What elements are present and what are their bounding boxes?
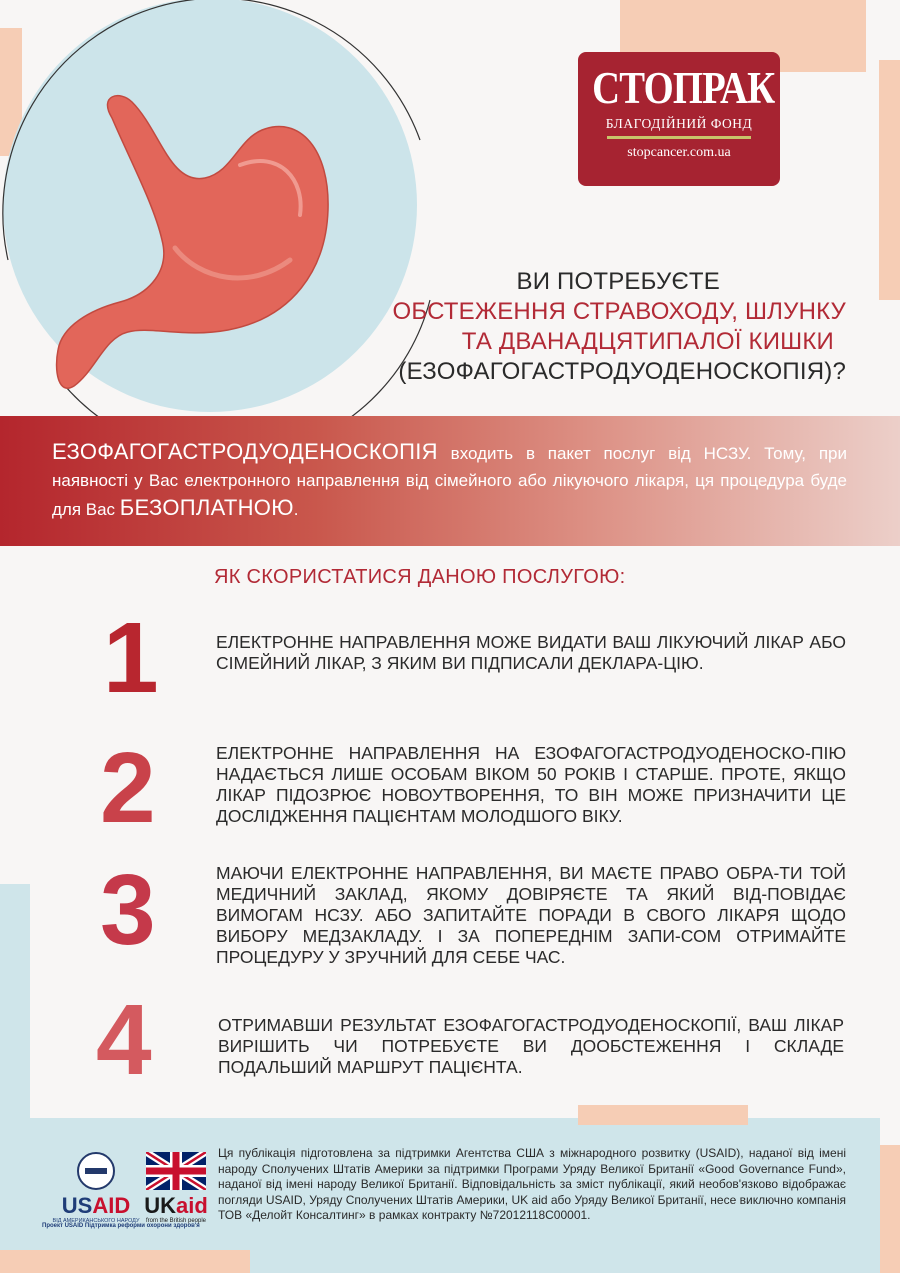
step-number-1: 1 xyxy=(103,602,159,714)
disclaimer-text: Ця публікація підготовлена за підтримки Агентства США з міжнародного розвитку (USAID), наданої від імені народу Сполучених Штатів Америки за підтримки Програми Уряду Великої Британії «Good Governance Fund», наданої від імені народу Великої Британії. Відповідальність за зміст публікації, який необов'язково відображає погляди USAID, Уряду Сполучених Штатів Америки, UK aid або Уряду Великої Британії, несе виключно компанія ТОВ «Делойт Консалтинг» в рамках контракту №72012118С00001. xyxy=(218,1146,846,1222)
uk-flag-icon xyxy=(146,1152,206,1190)
step-text-3: МАЮЧИ ЕЛЕКТРОННЕ НАПРАВЛЕННЯ, ВИ МАЄТЕ ПРАВО ОБРА-ТИ ТОЙ МЕДИЧНИЙ ЗАКЛАД, ЯКОМУ ДОВІРЯЄТЕ ТА ЯКИЙ ВІД-ПОВІДАЄ ВИМОГАМ НСЗУ. АБО ЗАПИТАЙТЕ ПОРАДИ В СВОГО ЛІКАРЯ ЩОДО ВИБОРУ МЕДЗАКЛАДУ. І ЗА ПОПЕРЕДНІМ ЗАПИ-СОМ ОТРИМАЙТЕ ПРОЦЕДУРУ У ЗРУЧНИЙ ДЛЯ СЕБЕ ЧАС. xyxy=(216,863,846,967)
usaid-wordmark: USAID xyxy=(61,1193,131,1218)
usaid-tagline: ВІД АМЕРИКАНСЬКОГО НАРОДУ xyxy=(52,1218,140,1224)
banner-term: ЕЗОФАГОГАСТРОДУОДЕНОСКОПІЯ xyxy=(52,439,438,464)
logo-subtitle: БЛАГОДІЙНИЙ ФОНД xyxy=(605,116,753,131)
step-number-2: 2 xyxy=(100,732,156,844)
info-banner xyxy=(0,416,900,546)
banner-text xyxy=(52,438,847,523)
heading-line-2: ОБСТЕЖЕННЯ СТРАВОХОДУ, ШЛУНКУ xyxy=(392,298,846,325)
heading-line-4: (ЕЗОФАГОГАСТРОДУОДЕНОСКОПІЯ)? xyxy=(398,358,846,385)
decor-peach-block xyxy=(879,60,900,300)
usaid-seal-icon xyxy=(77,1152,115,1190)
decor-peach-block xyxy=(0,1250,250,1273)
logo-divider xyxy=(607,136,751,139)
project-caption: Проект USAID Підтримка реформи охорони здоров'я xyxy=(42,1223,200,1229)
heading-line-1: ВИ ПОТРЕБУЄТЕ xyxy=(516,268,720,295)
stoprak-logo xyxy=(578,52,780,186)
step-number-3: 3 xyxy=(100,854,156,966)
page-heading xyxy=(350,267,846,387)
ukaid-logo xyxy=(143,1152,209,1225)
step-text-4: ОТРИМАВШИ РЕЗУЛЬТАТ ЕЗОФАГОГАСТРОДУОДЕНОСКОПІЇ, ВАШ ЛІКАР ВИРІШИТЬ ЧИ ПОТРЕБУЄТЕ ВИ ДООБСТЕЖЕННЯ І СКЛАДЕ ПОДАЛЬШИЙ МАРШРУТ ПАЦІЄНТА. xyxy=(218,1015,844,1077)
banner-end: . xyxy=(293,500,299,519)
logo-title: СТОПРАК xyxy=(592,63,775,113)
steps-title: ЯК СКОРИСТАТИСЯ ДАНОЮ ПОСЛУГОЮ: xyxy=(214,566,626,588)
ukaid-wordmark: UKaid xyxy=(144,1193,208,1218)
banner-free: БЕЗОПЛАТНОЮ xyxy=(119,495,294,520)
decor-peach-block xyxy=(880,1145,900,1273)
banner-body: входить в пакет послуг від НСЗУ. Тому, при наявності у Вас електронного направлення від сімейного або лікуючого лікаря, ця процедура буде для Вас xyxy=(52,444,847,519)
logo-url: stopcancer.com.ua xyxy=(627,145,731,160)
step-number-4: 4 xyxy=(96,984,152,1096)
usaid-logo xyxy=(40,1152,152,1225)
ukaid-tagline: from the British people xyxy=(145,1218,207,1224)
decor-blue-block xyxy=(0,884,30,1273)
step-text-1: ЕЛЕКТРОННЕ НАПРАВЛЕННЯ МОЖЕ ВИДАТИ ВАШ ЛІКУЮЧИЙ ЛІКАР АБО СІМЕЙНИЙ ЛІКАР, З ЯКИМ ВИ ПІДПИСАЛИ ДЕКЛАРА-ЦІЮ. xyxy=(216,632,846,673)
decor-peach-block xyxy=(578,1105,748,1125)
step-text-2: ЕЛЕКТРОННЕ НАПРАВЛЕННЯ НА ЕЗОФАГОГАСТРОДУОДЕНОСКО-ПІЮ НАДАЄТЬСЯ ЛИШЕ ОСОБАМ ВІКОМ 50 РОКІВ І СТАРШЕ. ПРОТЕ, ЯКЩО ЛІКАР ПІДОЗРЮЄ НОВОУТВОРЕННЯ, ТО ВІН МОЖЕ ПРИЗНАЧИТИ ЦЕ ДОСЛІДЖЕННЯ ПАЦІЄНТАМ МОЛОДШОГО ВІКУ. xyxy=(216,743,846,826)
heading-line-3: ТА ДВАНАДЦЯТИПАЛОЇ КИШКИ xyxy=(461,328,834,355)
